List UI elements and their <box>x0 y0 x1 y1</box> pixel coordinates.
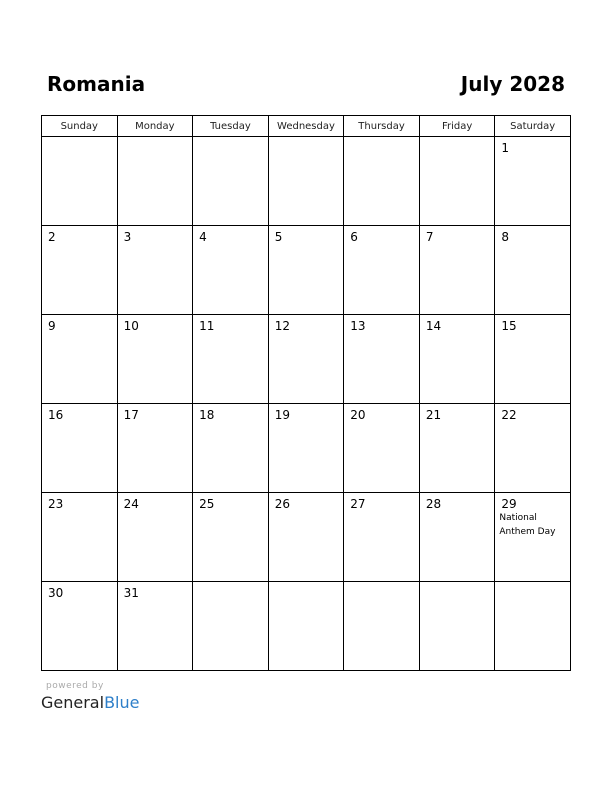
day-cell <box>495 582 571 671</box>
day-number: 24 <box>123 497 139 511</box>
day-cell <box>42 493 118 582</box>
day-cell <box>42 404 118 493</box>
weekday-header-row <box>42 116 571 137</box>
day-cell <box>117 226 193 315</box>
brand-logo[interactable] <box>41 693 139 713</box>
day-number: 17 <box>123 408 139 422</box>
day-number: 6 <box>350 230 358 244</box>
day-number <box>42 137 117 141</box>
day-number: 9 <box>48 319 56 333</box>
brand-blue: Blue <box>104 693 140 712</box>
day-cell <box>344 226 420 315</box>
day-number: 11 <box>199 319 215 333</box>
day-cell <box>117 315 193 404</box>
day-cell <box>117 582 193 671</box>
day-number <box>193 137 268 141</box>
weekday-wednesday: Wednesday <box>268 116 344 137</box>
day-cell <box>117 404 193 493</box>
day-cell <box>193 137 269 226</box>
country-title: Romania <box>47 72 146 96</box>
day-number <box>344 582 419 586</box>
week-row <box>42 137 571 226</box>
day-number: 1 <box>501 141 510 155</box>
day-cell <box>117 493 193 582</box>
day-cell <box>495 226 571 315</box>
day-cell <box>268 582 344 671</box>
day-number: 13 <box>350 319 366 333</box>
day-cell <box>42 315 118 404</box>
weekday-saturday: Saturday <box>495 116 571 137</box>
day-number <box>269 582 344 586</box>
day-number: 16 <box>48 408 64 422</box>
day-number: 29 <box>501 497 517 511</box>
day-number: 20 <box>350 408 366 422</box>
day-cell <box>419 582 495 671</box>
day-number: 12 <box>274 319 290 333</box>
week-row <box>42 493 571 582</box>
calendar-grid <box>41 115 571 671</box>
day-cell <box>193 582 269 671</box>
day-cell <box>495 493 571 582</box>
day-number <box>344 137 419 141</box>
day-number <box>193 582 268 586</box>
day-cell <box>268 404 344 493</box>
day-cell <box>419 493 495 582</box>
day-number <box>420 582 495 586</box>
day-number: 5 <box>274 230 283 244</box>
day-cell <box>268 315 344 404</box>
day-number <box>420 137 495 141</box>
day-cell <box>344 582 420 671</box>
day-cell <box>344 493 420 582</box>
day-cell <box>193 226 269 315</box>
weekday-sunday: Sunday <box>42 116 118 137</box>
weekday-monday: Monday <box>117 116 193 137</box>
day-number: 31 <box>123 586 139 600</box>
day-number <box>118 137 193 141</box>
day-cell <box>193 315 269 404</box>
day-cell <box>117 137 193 226</box>
day-number: 15 <box>501 319 517 333</box>
day-cell <box>419 226 495 315</box>
day-cell <box>419 137 495 226</box>
day-cell <box>495 137 571 226</box>
day-number: 2 <box>48 230 56 244</box>
day-number: 10 <box>123 319 139 333</box>
day-cell <box>268 226 344 315</box>
day-cell <box>193 404 269 493</box>
day-number: 26 <box>274 497 290 511</box>
day-cell <box>42 226 118 315</box>
day-number: 27 <box>350 497 366 511</box>
day-cell <box>42 582 118 671</box>
brand-general: General <box>41 693 105 712</box>
day-cell <box>344 315 420 404</box>
day-number: 30 <box>48 586 64 600</box>
week-row <box>42 315 571 404</box>
day-cell <box>495 404 571 493</box>
day-number: 21 <box>425 408 442 422</box>
day-number: 23 <box>48 497 64 511</box>
month-year-title: July 2028 <box>460 72 565 96</box>
day-cell <box>495 315 571 404</box>
day-number: 4 <box>199 230 207 244</box>
day-cell <box>419 404 495 493</box>
day-number <box>495 582 570 586</box>
day-cell <box>419 315 495 404</box>
day-number: 8 <box>501 230 510 244</box>
day-number <box>269 137 344 141</box>
day-cell <box>268 493 344 582</box>
week-row <box>42 226 571 315</box>
day-cell <box>344 137 420 226</box>
day-cell <box>344 404 420 493</box>
day-number: 14 <box>425 319 442 333</box>
day-number: 7 <box>425 230 434 244</box>
day-cell <box>268 137 344 226</box>
holiday-label: National Anthem Day <box>499 513 556 537</box>
weekday-thursday: Thursday <box>344 116 420 137</box>
day-number: 22 <box>501 408 517 422</box>
weekday-friday: Friday <box>419 116 495 137</box>
day-number: 28 <box>425 497 442 511</box>
powered-by-text: powered by <box>46 681 104 691</box>
week-row <box>42 404 571 493</box>
day-number: 3 <box>123 230 132 244</box>
day-cell <box>193 493 269 582</box>
day-number: 18 <box>199 408 215 422</box>
weekday-tuesday: Tuesday <box>193 116 269 137</box>
day-number: 19 <box>274 408 290 422</box>
week-row <box>42 582 571 671</box>
day-number: 25 <box>199 497 215 511</box>
day-cell <box>42 137 118 226</box>
